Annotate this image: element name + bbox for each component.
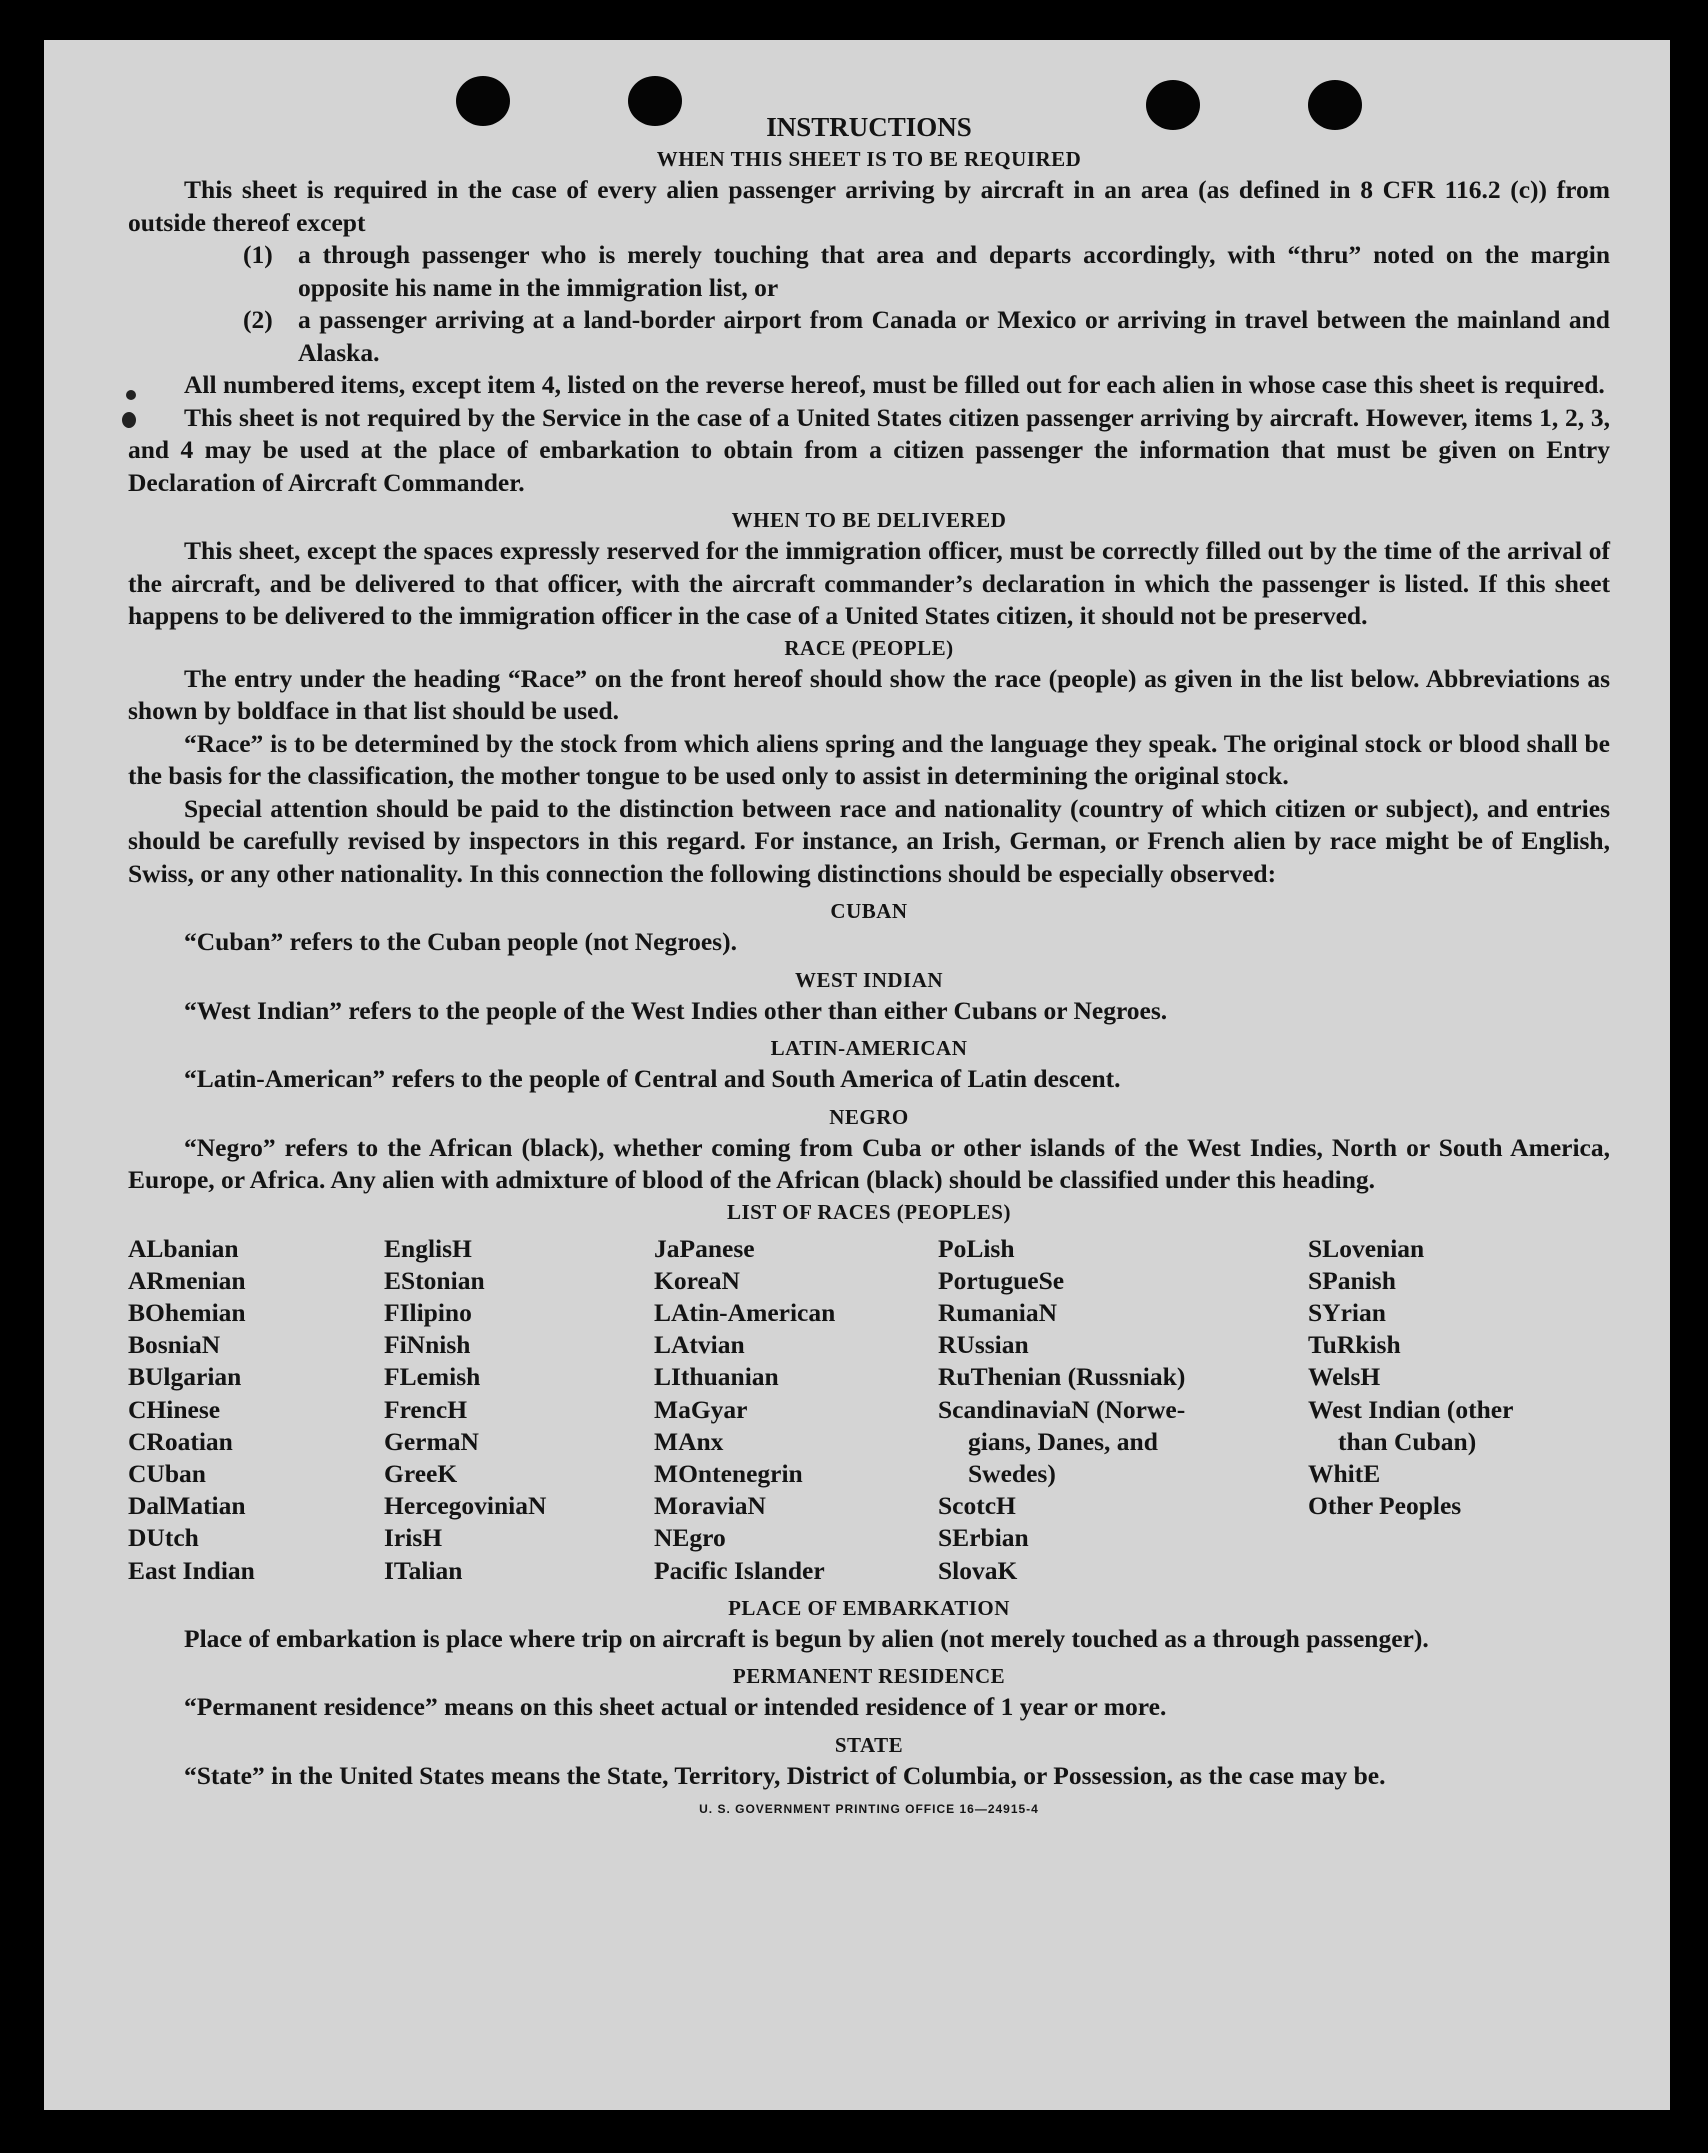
section-heading: LATIN-AMERICAN <box>770 1036 968 1060</box>
race-entry: than Cuban) <box>1338 1426 1477 1456</box>
race-entry: FrencH <box>384 1394 468 1424</box>
section-heading: RACE (PEOPLE) <box>784 635 954 660</box>
race-entry: JaPanese <box>654 1233 755 1263</box>
race-entry: EStonian <box>384 1265 485 1295</box>
race-entry: RumaniaN <box>938 1297 1058 1327</box>
races-column <box>128 1233 384 1587</box>
item-number: (2) <box>243 305 273 334</box>
section-heading: PLACE OF EMBARKATION <box>728 1595 1010 1620</box>
race-entry: ScandinaviaN (Norwe- <box>938 1394 1186 1424</box>
race-entry: gians, Danes, and <box>968 1426 1158 1456</box>
race-entry: ITalian <box>384 1555 463 1585</box>
race-entry: ALbanian <box>128 1233 239 1263</box>
race-entry: ScotcH <box>938 1491 1016 1521</box>
race-entry: RuThenian (Russniak) <box>938 1362 1186 1392</box>
race-entry: LAtvian <box>654 1330 745 1360</box>
race-entry: GermaN <box>384 1426 479 1456</box>
paragraph: This sheet is required in the case of every alien passenger arriving by aircraft in an area (as defined in 8 CFR 116.2 (c)) from outside thereof except <box>128 175 1610 237</box>
race-entry: LAtin-American <box>654 1297 836 1327</box>
section-heading: CUBAN <box>830 899 908 923</box>
race-entry: RUssian <box>938 1330 1029 1360</box>
race-entry: BUlgarian <box>128 1362 242 1392</box>
paragraph: “Latin-American” refers to the people of Central and South America of Latin descent. <box>184 1064 1121 1093</box>
section-heading: STATE <box>834 1732 904 1757</box>
race-entry: BOhemian <box>128 1297 246 1327</box>
race-entry: KoreaN <box>654 1265 740 1295</box>
item-number: (1) <box>243 240 273 269</box>
race-entry: MoraviaN <box>654 1491 766 1521</box>
race-entry: ARmenian <box>128 1265 246 1295</box>
item-text: a through passenger who is merely touching that area and departs accordingly, with “thru” noted on the margin opposite his name in the immigration list, or <box>298 240 1610 302</box>
section-heading: PERMANENT RESIDENCE <box>732 1664 1006 1689</box>
race-entry: MAnx <box>654 1426 724 1456</box>
paragraph: “Negro” refers to the African (black), whether coming from Cuba or other islands of the West Indies, North or South America, Europe, or Africa. Any alien with admixture of blood of the African (black) should be classified under this heading. <box>128 1132 1610 1194</box>
paragraph: All numbered items, except item 4, listed on the reverse hereof, must be filled out for each alien in whose case this sheet is required. <box>184 370 1605 399</box>
race-entry: WhitE <box>1308 1458 1381 1488</box>
races-list <box>128 1233 1610 1587</box>
paragraph: Place of embarkation is place where trip on aircraft is begun by alien (not merely touched as a through passenger). <box>184 1623 1429 1653</box>
race-entry: West Indian (other <box>1308 1394 1514 1424</box>
item-text: a passenger arriving at a land-border airport from Canada or Mexico or arriving in travel between the mainland and Alaska. <box>298 305 1610 367</box>
race-entry: PoLish <box>938 1233 1015 1263</box>
race-entry: CRoatian <box>128 1426 233 1456</box>
paragraph: “West Indian” refers to the people of the West Indies other than either Cubans or Negroes. <box>184 995 1168 1025</box>
race-entry: SLovenian <box>1308 1233 1425 1263</box>
paragraph: This sheet is not required by the Service in the case of a United States citizen passenger arriving by aircraft. However, items 1, 2, 3, and 4 may be used at the place of embarkation to obtain from a citizen passenger the information that must be given on Entry Declaration of Aircraft Commander. <box>128 402 1610 497</box>
numbered-item <box>128 304 1610 369</box>
race-entry: MOntenegrin <box>654 1458 803 1488</box>
race-entry: Pacific Islander <box>654 1555 825 1585</box>
section-heading: WHEN THIS SHEET IS TO BE REQUIRED <box>656 147 1082 171</box>
paragraph: Special attention should be paid to the distinction between race and nationality (country of which citizen or subject), and entries should be carefully revised by inspectors in this regard. For instance, an Irish, German, or French alien by race might be of English, Swiss, or any other nationality. In this connection the following distinctions should be especially observed: <box>128 793 1610 888</box>
race-entry: TuRkish <box>1308 1330 1401 1360</box>
race-entry: DUtch <box>128 1523 199 1553</box>
race-entry: GreeK <box>384 1458 458 1488</box>
printing-office-footer: U. S. GOVERNMENT PRINTING OFFICE 16—24915-4 <box>699 1802 1039 1817</box>
race-entry: NEgro <box>654 1523 726 1553</box>
paragraph: “Cuban” refers to the Cuban people (not Negroes). <box>184 927 737 956</box>
races-column <box>1308 1233 1598 1587</box>
races-column <box>938 1233 1308 1587</box>
section-heading: LIST OF RACES (PEOPLES) <box>727 1199 1011 1224</box>
paragraph: This sheet, except the spaces expressly reserved for the immigration officer, must be correctly filled out by the time of the arrival of the aircraft, and be delivered to that officer, with the aircraft commander’s declaration in which the passenger is listed. If this sheet happens to be delivered to the immigration officer in the case of a United States citizen, it should not be preserved. <box>128 536 1610 630</box>
race-entry: Swedes) <box>968 1458 1056 1488</box>
race-entry: SYrian <box>1308 1297 1386 1327</box>
section-heading: WEST INDIAN <box>794 967 944 992</box>
race-entry: WelsH <box>1308 1362 1381 1392</box>
document-sheet <box>44 40 1670 2110</box>
paragraph: “Race” is to be determined by the stock from which aliens spring and the language they speak. The original stock or blood shall be the basis for the classification, the mother tongue to be used only to assist in determining the original stock. <box>128 728 1610 790</box>
race-entry: EnglisH <box>384 1233 472 1263</box>
races-column <box>654 1233 938 1587</box>
race-entry: SPanish <box>1308 1265 1396 1295</box>
race-entry: HercegoviniaN <box>384 1491 547 1521</box>
race-entry: LIthuanian <box>654 1362 779 1392</box>
page-title: INSTRUCTIONS <box>766 112 972 142</box>
race-entry: SErbian <box>938 1523 1029 1553</box>
race-entry: CUban <box>128 1458 206 1488</box>
race-entry: SlovaK <box>938 1555 1018 1585</box>
race-entry: IrisH <box>384 1523 443 1553</box>
paragraph: “Permanent residence” means on this sheet actual or intended residence of 1 year or more. <box>184 1692 1167 1722</box>
section-heading: WHEN TO BE DELIVERED <box>731 508 1007 532</box>
instructions-content <box>128 110 1610 1816</box>
race-entry: MaGyar <box>654 1394 748 1424</box>
race-entry: FIlipino <box>384 1297 472 1327</box>
paragraph: The entry under the heading “Race” on the front hereof should show the race (people) as given in the list below. Abbreviations as shown by boldface in that list should be used. <box>128 663 1610 725</box>
race-entry: BosniaN <box>128 1330 221 1360</box>
race-entry: East Indian <box>128 1555 255 1585</box>
race-entry: FiNnish <box>384 1330 471 1360</box>
race-entry: PortugueSe <box>938 1265 1065 1295</box>
races-column <box>384 1233 654 1587</box>
race-entry: FLemish <box>384 1362 481 1392</box>
race-entry: CHinese <box>128 1394 221 1424</box>
race-entry: Other Peoples <box>1308 1491 1462 1521</box>
race-entry: DalMatian <box>128 1491 246 1521</box>
paragraph: “State” in the United States means the State, Territory, District of Columbia, or Possession, as the case may be. <box>184 1760 1386 1790</box>
numbered-item <box>128 239 1610 304</box>
section-heading: NEGRO <box>829 1104 909 1129</box>
